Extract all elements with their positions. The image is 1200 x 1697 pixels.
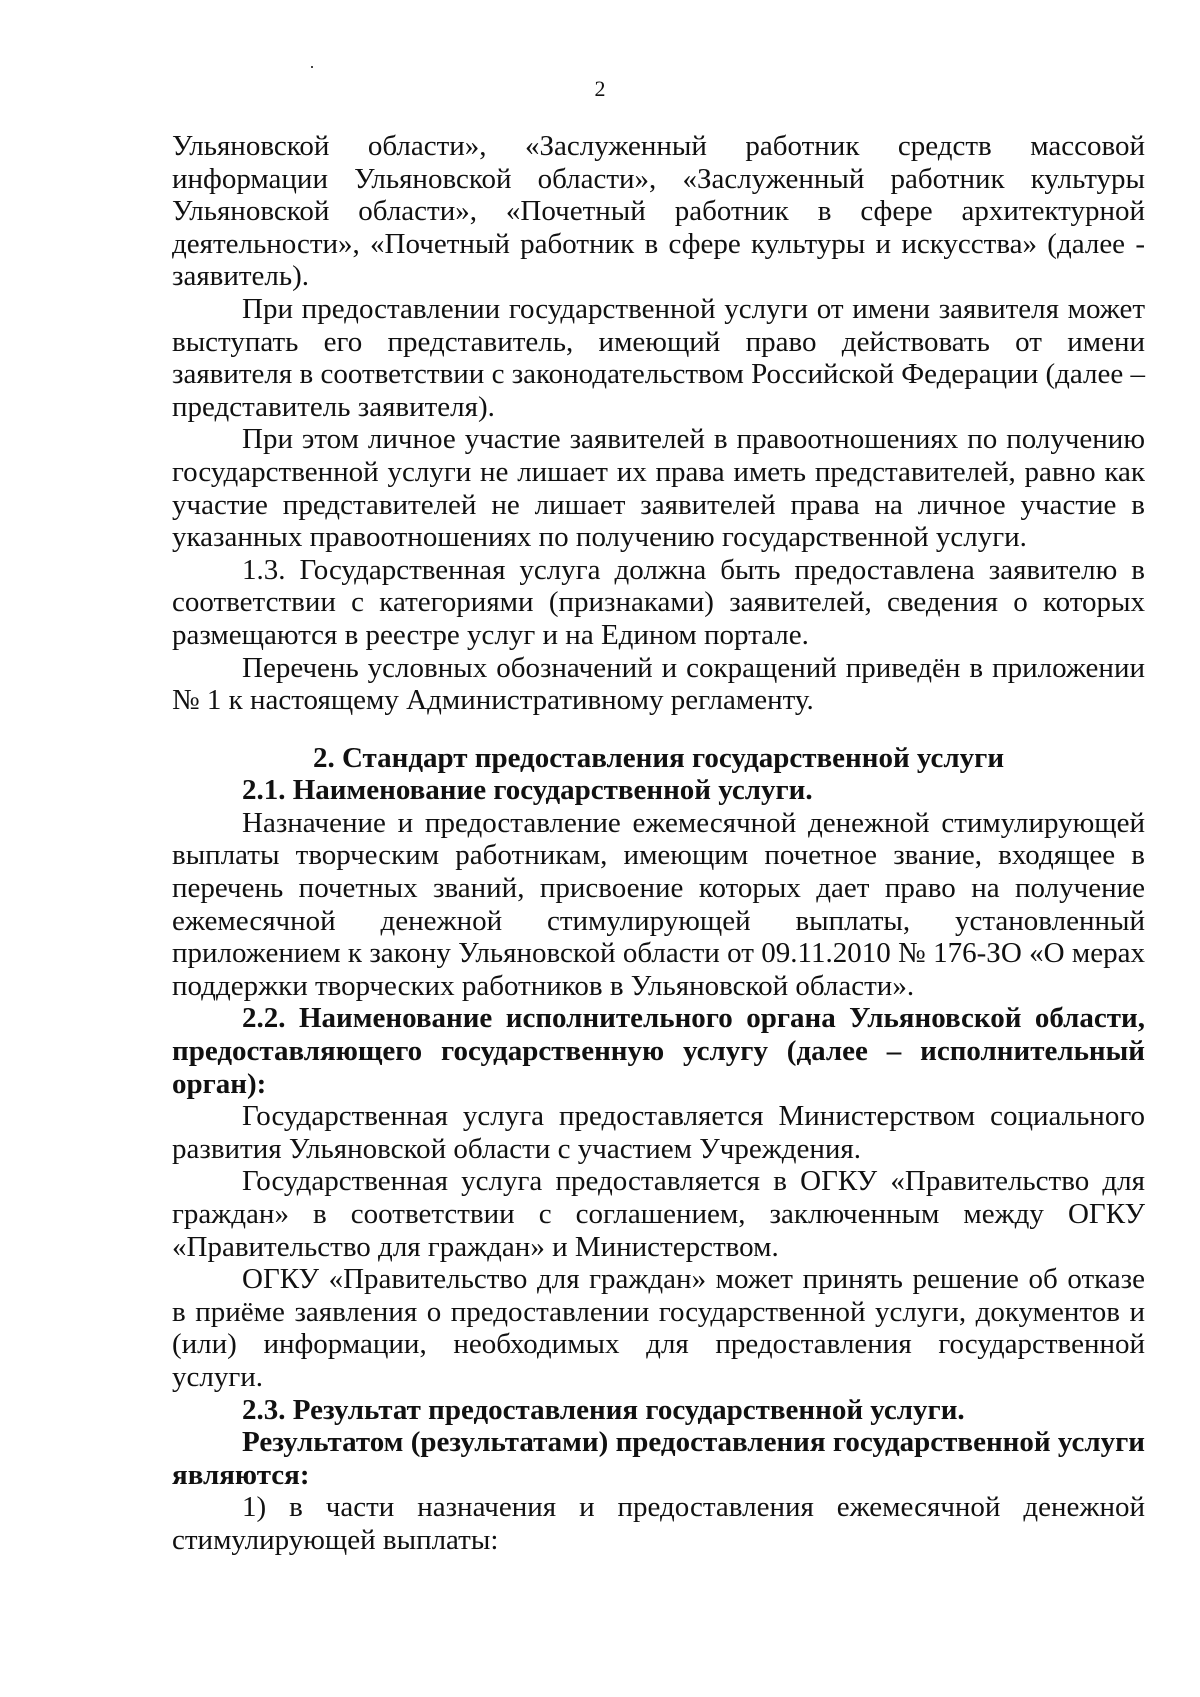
- paragraph-2-2-refusal: ОГКУ «Правительство для граждан» может принять решение об отказе в приёме заявления о предоставлении государственной услуги, документов и (или) информации, необходимых для предоставления государственной услуги.: [172, 1263, 1145, 1393]
- paragraph-2-2-ministry: Государственная услуга предоставляется Министерством социального развития Ульяновской области с участием Учреждения.: [172, 1100, 1145, 1165]
- document-body: [172, 130, 1145, 1557]
- paragraph-personal-participation: При этом личное участие заявителей в правоотношениях по получению государственной услуги не лишает их права иметь представителей, равно как участие представителей не лишает заявителей права на личное участие в указанных правоотношениях по получению государственной услуги.: [172, 423, 1145, 554]
- paragraph-representative: При предоставлении государственной услуги от имени заявителя может выступать его представитель, имеющий право действовать от имени заявителя в соответствии с законодательством Российской Федерации (далее – представитель заявителя).: [172, 292, 1145, 423]
- subheading-2-3-results: Результатом (результатами) предоставления государственной услуги являются:: [172, 1426, 1145, 1491]
- heading-2-1: 2.1. Наименование государственной услуги.: [242, 774, 813, 807]
- paragraph-abbreviations: Перечень условных обозначений и сокращений приведён в приложении № 1 к настоящему Административному регламенту.: [172, 651, 1145, 717]
- paragraph-2-1-text: Назначение и предоставление ежемесячной денежной стимулирующей выплаты творческим работникам, имеющим почетное звание, входящее в перечень почетных званий, присвоение которых дает право на получение ежемесячной денежной стимулирующей выплаты, установленный приложением к закону Ульяновской области от 09.11.2010 № 176-ЗО «О мерах поддержки творческих работников в Ульяновской области».: [172, 806, 1145, 1002]
- scan-artifact-dot: [311, 66, 313, 68]
- heading-2-3: 2.3. Результат предоставления государственной услуги.: [242, 1393, 965, 1426]
- list-item-1: 1) в части назначения и предоставления ежемесячной денежной стимулирующей выплаты:: [172, 1491, 1145, 1556]
- heading-2-2: 2.2. Наименование исполнительного органа Ульяновской области, предоставляющего государственную услугу (далее – исполнительный орган):: [172, 1002, 1145, 1100]
- paragraph-applicants-end: Ульяновской области», «Заслуженный работник средств массовой информации Ульяновской области», «Заслуженный работник культуры Ульяновской области», «Почетный работник в сфере архитектурной деятельности», «Почетный работник в сфере культуры и искусства» (далее - заявитель).: [172, 130, 1145, 293]
- section-title: 2. Стандарт предоставления государственной услуги: [312, 741, 1005, 774]
- page-number: 2: [594, 76, 606, 101]
- paragraph-2-2-ogku: Государственная услуга предоставляется в ОГКУ «Правительство для граждан» в соответствии с соглашением, заключенным между ОГКУ «Правительство для граждан» и Министерством.: [172, 1165, 1145, 1263]
- paragraph-1-3: 1.3. Государственная услуга должна быть предоставлена заявителю в соответствии с категориями (признаками) заявителей, сведения о которых размещаются в реестре услуг и на Едином портале.: [172, 553, 1145, 651]
